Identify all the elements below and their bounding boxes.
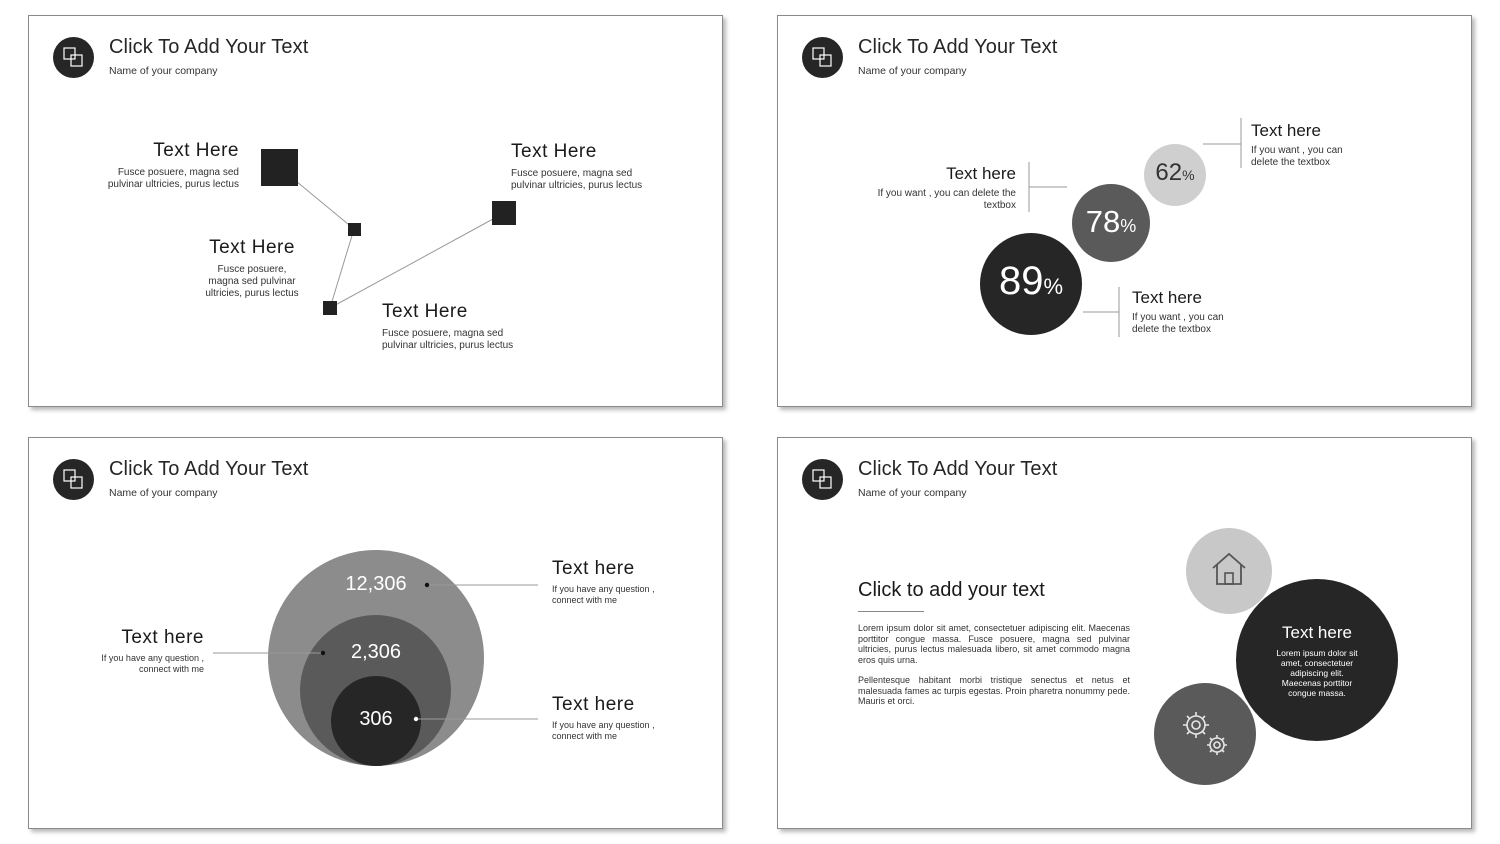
label-heading: Text here: [552, 694, 635, 715]
block-body: Fusce posuere, magna sed pulvinar ultricies, purus lectus: [205, 264, 299, 299]
paragraph[interactable]: Lorem ipsum dolor sit amet, consectetuer adipiscing elit. Maecenas porttitor congue massa. Fusce posuere, magna sed pulvinar ultricies, purus lectus malesuada libero, sit amet commodo magna eros quis urna.: [858, 623, 1130, 665]
home-icon: [1186, 528, 1272, 614]
circle-body: Lorem ipsum dolor sit amet, consectetuer adipiscing elit. Maecenas porttitor congue massa.: [1276, 648, 1358, 698]
value-inner: 306: [359, 708, 393, 730]
block-body: Fusce posuere, magna sed pulvinar ultricies, purus lectus: [382, 328, 514, 351]
label-heading: Text here: [946, 164, 1016, 183]
gears-circle: [1154, 683, 1256, 785]
block-heading: Text Here: [382, 301, 468, 322]
page-title[interactable]: Click To Add Your Text: [109, 458, 309, 480]
gears-icon: [1154, 683, 1256, 785]
connector-lines: [29, 16, 722, 406]
slide-network[interactable]: [28, 15, 723, 407]
company-name[interactable]: Name of your company: [858, 65, 967, 77]
page-title[interactable]: Click To Add Your Text: [858, 36, 1058, 58]
label-block[interactable]: [84, 627, 204, 675]
label-body: If you want , you can delete the textbox: [1251, 145, 1343, 168]
label-block[interactable]: [1132, 288, 1242, 336]
label-heading: Text here: [1251, 121, 1321, 140]
block-heading: Text Here: [511, 141, 597, 162]
slide-text-icons[interactable]: [777, 437, 1472, 829]
node-square-medium: [492, 201, 516, 225]
label-body: If you have any question , connect with me: [101, 653, 204, 674]
value-outer: 12,306: [345, 573, 407, 595]
text-block[interactable]: [511, 141, 659, 192]
stat-value: 78%: [1085, 204, 1137, 239]
label-block[interactable]: [1251, 121, 1361, 169]
block-heading: Text Here: [153, 140, 239, 161]
block-heading: Text Here: [209, 237, 295, 258]
page-title[interactable]: Click To Add Your Text: [858, 458, 1058, 480]
node-square: [323, 301, 337, 315]
node-square-large: [261, 149, 298, 186]
company-name[interactable]: Name of your company: [109, 65, 218, 77]
label-block[interactable]: [552, 694, 672, 742]
slide-nested-circles[interactable]: [28, 437, 723, 829]
company-name[interactable]: Name of your company: [858, 487, 967, 499]
home-circle: [1186, 528, 1272, 614]
stat-value: 62%: [1155, 159, 1195, 186]
label-heading: Text here: [1132, 288, 1202, 307]
value-middle: 2,306: [350, 641, 402, 663]
heading-underline: [858, 611, 924, 612]
label-body: If you have any question , connect with me: [552, 720, 655, 741]
text-block[interactable]: [89, 140, 239, 191]
text-block[interactable]: [205, 237, 299, 300]
paragraph[interactable]: Pellentesque habitant morbi tristique senectus et netus et malesuada fames ac turpis egestas. Proin pharetra nonummy pede. Mauris et orci.: [858, 675, 1130, 706]
block-body: Fusce posuere, magna sed pulvinar ultricies, purus lectus: [107, 167, 239, 190]
block-body: Fusce posuere, magna sed pulvinar ultricies, purus lectus: [511, 168, 643, 191]
slide-percentages[interactable]: [777, 15, 1472, 407]
label-body: If you want , you can delete the textbox: [1132, 312, 1224, 335]
content-heading[interactable]: Click to add your text: [858, 579, 1045, 601]
label-body: If you want , you can delete the textbox: [877, 188, 1016, 211]
text-block[interactable]: [382, 301, 530, 352]
label-block[interactable]: [870, 164, 1016, 212]
label-block[interactable]: [552, 558, 672, 606]
label-heading: Text here: [121, 627, 204, 648]
logo-icon: [802, 459, 843, 500]
node-square: [348, 223, 361, 236]
label-body: If you have any question , connect with me: [552, 584, 655, 605]
circle-heading: Text here: [1282, 623, 1352, 642]
label-heading: Text here: [552, 558, 635, 579]
page-title[interactable]: Click To Add Your Text: [109, 36, 309, 58]
stat-value: 89%: [998, 259, 1064, 303]
company-name[interactable]: Name of your company: [109, 487, 218, 499]
